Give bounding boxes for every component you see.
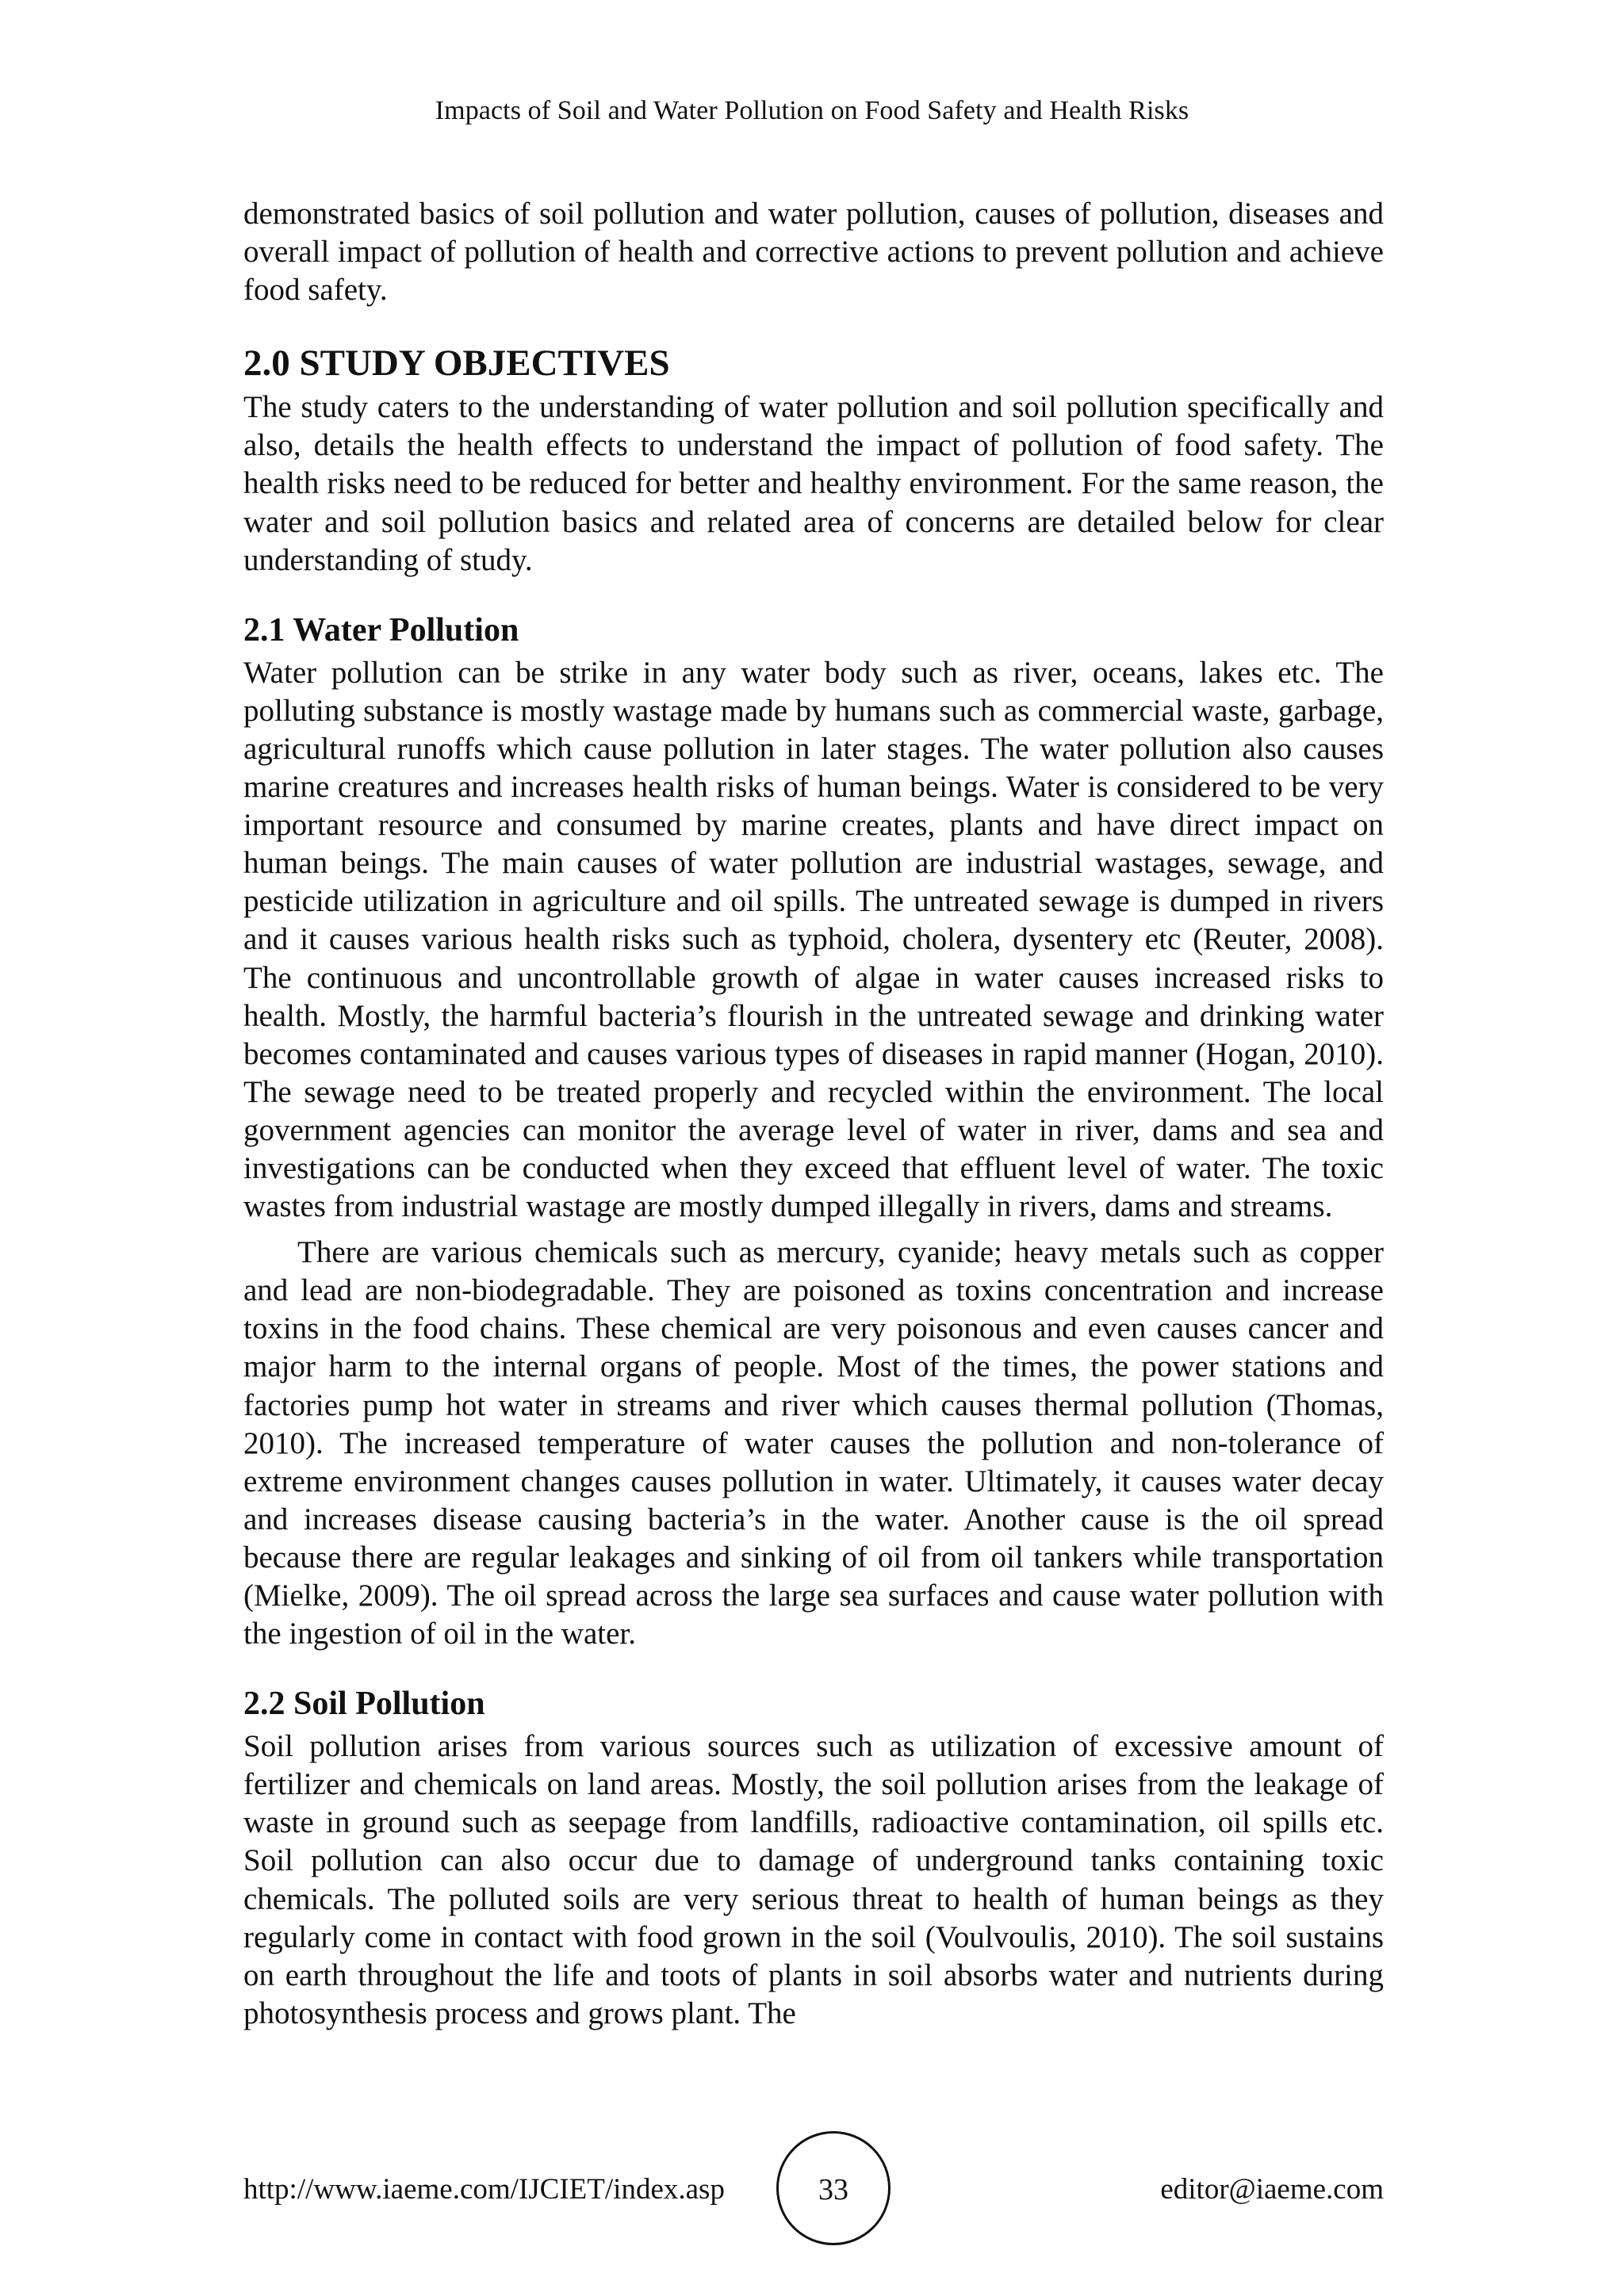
footer-url-link[interactable]: http://www.iaeme.com/IJCIET/index.asp (243, 2173, 725, 2206)
subsection-heading-soil-pollution: 2.2 Soil Pollution (243, 1686, 485, 1723)
intro-paragraph: demonstrated basics of soil pollution and water pollution, causes of pollution, diseases and overall impact of pollution of health and corrective actions to prevent pollution and achieve food safety. (243, 197, 1384, 308)
running-header: Impacts of Soil and Water Pollution on Food Safety and Health Risks (435, 96, 1189, 125)
page-number: 33 (818, 2173, 848, 2206)
section-heading-study-objectives: 2.0 STUDY OBJECTIVES (243, 342, 670, 385)
footer-email-link[interactable]: editor@iaeme.com (1160, 2173, 1384, 2206)
study-objectives-paragraph: The study caters to the understanding of water pollution and soil pollution specifically and also, details the health effects to understand the impact of pollution of food safety. The health risks need to be reduced for better and healthy environment. For the same reason, the water and soil pollution basics and related area of concerns are detailed below for clear understanding of study. (243, 390, 1384, 577)
page-number-circle (776, 2131, 891, 2245)
page-body (243, 195, 1384, 2033)
water-pollution-paragraph-2: There are various chemicals such as mercury, cyanide; heavy metals such as copper and lead are non-biodegradable. They are poisoned as toxins concentration and increase toxins in the food chains. These chemical are very poisonous and even causes cancer and major harm to the internal organs of people. Most of the times, the power stations and factories pump hot water in streams and river which causes thermal pollution (Thomas, 2010). The increased temperature of water causes the pollution and non-tolerance of extreme environment changes causes pollution in water. Ultimately, it causes water decay and increases disease causing bacteria’s in the water. Another cause is the oil spread because there are regular leakages and sinking of oil from oil tankers while transportation (Mielke, 2009). The oil spread across the large sea surfaces and cause water pollution with the ingestion of oil in the water. (243, 1235, 1384, 1651)
water-pollution-paragraph-1: Water pollution can be strike in any water body such as river, oceans, lakes etc. The polluting substance is mostly wastage made by humans such as commercial waste, garbage, agricultural runoffs which cause pollution in later stages. The water pollution also causes marine creatures and increases health risks of human beings. Water is considered to be very important resource and consumed by marine creates, plants and have direct impact on human beings. The main causes of water pollution are industrial wastages, sewage, and pesticide utilization in agriculture and oil spills. The untreated sewage is dumped in rivers and it causes various health risks such as typhoid, cholera, dysentery etc (Reuter, 2008). The continuous and uncontrollable growth of algae in water causes increased risks to health. Mostly, the harmful bacteria’s flourish in the untreated sewage and drinking water becomes contaminated and causes various types of diseases in rapid manner (Hogan, 2010). The sewage need to be treated properly and recycled within the environment. The local government agencies can monitor the average level of water in river, dams and sea and investigations can be conducted when they exceed that effluent level of water. The toxic wastes from industrial wastage are mostly dumped illegally in rivers, dams and streams. (243, 655, 1384, 1224)
subsection-heading-water-pollution: 2.1 Water Pollution (243, 611, 519, 649)
page-footer (243, 2131, 1384, 2258)
soil-pollution-paragraph: Soil pollution arises from various sources such as utilization of excessive amount of fertilizer and chemicals on land areas. Mostly, the soil pollution arises from the leakage of waste in ground such as seepage from landfills, radioactive contamination, oil spills etc. Soil pollution can also occur due to damage of underground tanks containing toxic chemicals. The polluted soils are very serious threat to health of human beings as they regularly come in contact with food grown in the soil (Voulvoulis, 2010). The soil sustains on earth throughout the life and toots of plants in soil absorbs water and nutrients during photosynthesis process and grows plant. The (243, 1729, 1384, 2030)
